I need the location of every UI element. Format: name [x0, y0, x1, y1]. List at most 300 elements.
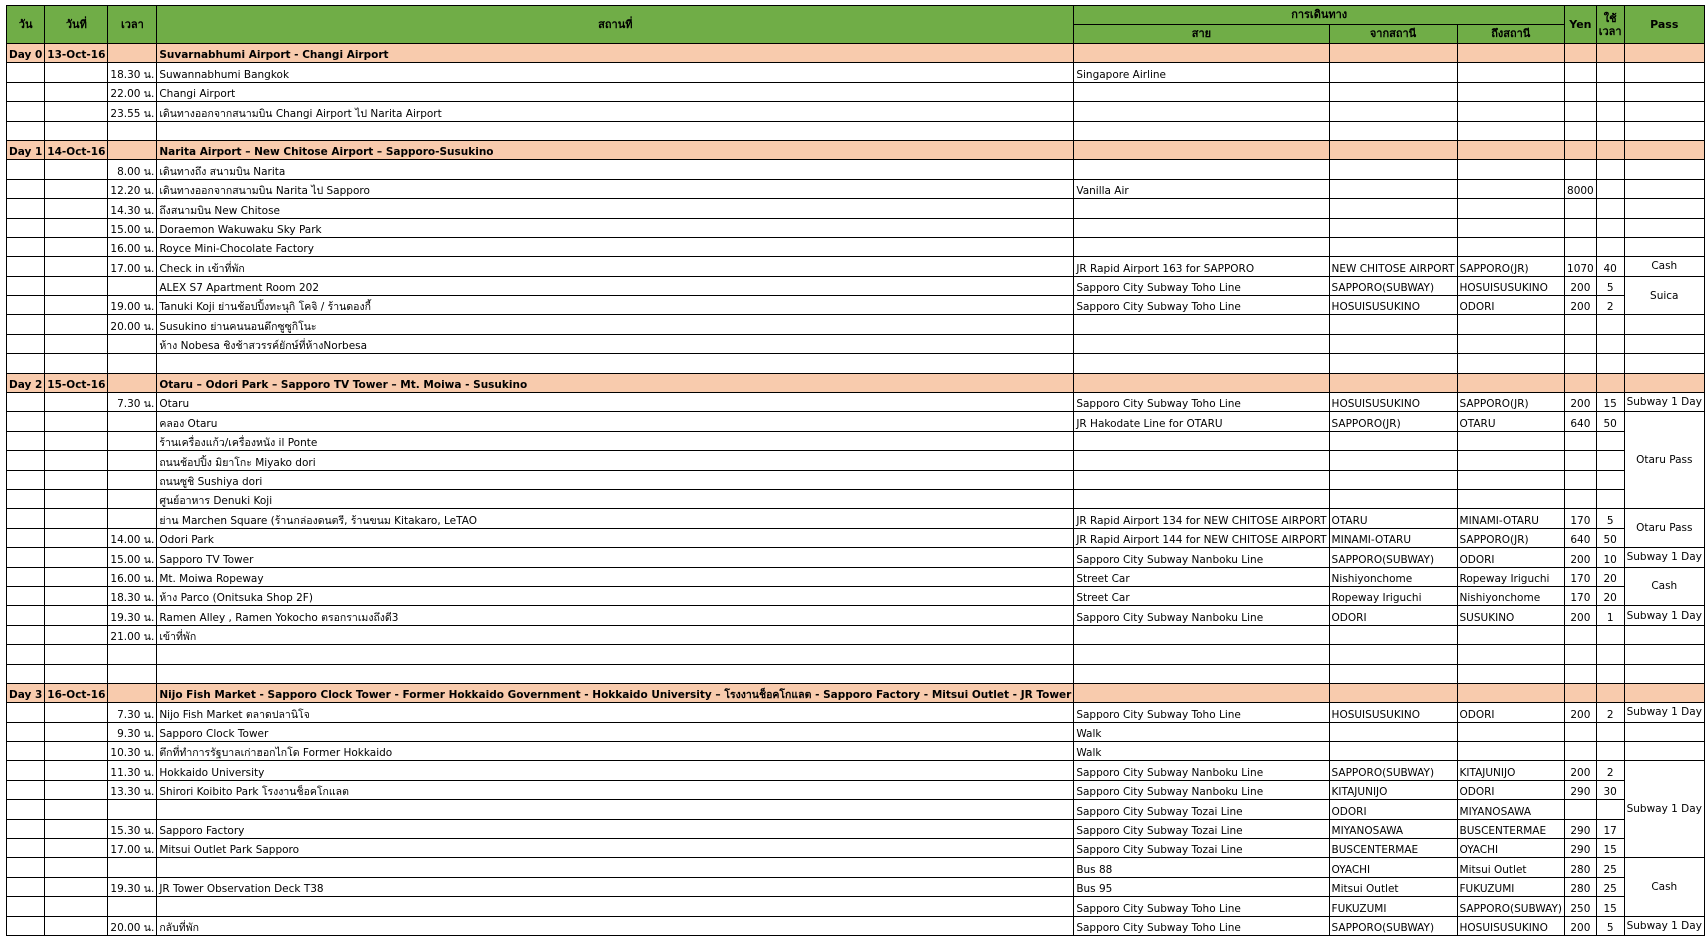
to-cell[interactable]: [1457, 44, 1565, 63]
duration-cell[interactable]: 2: [1596, 761, 1624, 780]
yen-cell[interactable]: [1565, 664, 1597, 683]
to-cell[interactable]: [1457, 683, 1565, 702]
place-cell[interactable]: เดินทางถึง สนามบิน Narita: [157, 160, 1074, 179]
yen-cell[interactable]: [1565, 315, 1597, 334]
place-cell[interactable]: Sapporo TV Tower: [157, 548, 1074, 567]
to-cell[interactable]: [1457, 373, 1565, 392]
line-cell[interactable]: [1074, 199, 1329, 218]
to-cell[interactable]: [1457, 354, 1565, 373]
header-date[interactable]: วันที่: [45, 6, 108, 44]
from-cell[interactable]: [1329, 489, 1457, 508]
line-cell[interactable]: Sapporo City Subway Toho Line: [1074, 703, 1329, 722]
place-cell[interactable]: Suwannabhumi Bangkok: [157, 63, 1074, 82]
duration-cell[interactable]: 5: [1596, 509, 1624, 528]
time-cell[interactable]: 22.00 น.: [108, 82, 157, 101]
date-cell[interactable]: 14-Oct-16: [45, 140, 108, 159]
from-cell[interactable]: OTARU: [1329, 509, 1457, 528]
day-cell[interactable]: [7, 315, 45, 334]
day-cell[interactable]: [7, 858, 45, 877]
date-cell[interactable]: [45, 315, 108, 334]
from-cell[interactable]: [1329, 354, 1457, 373]
date-cell[interactable]: [45, 121, 108, 140]
day-cell[interactable]: [7, 82, 45, 101]
time-cell[interactable]: 15.30 น.: [108, 819, 157, 838]
date-cell[interactable]: [45, 412, 108, 431]
date-cell[interactable]: [45, 858, 108, 877]
date-cell[interactable]: [45, 218, 108, 237]
to-cell[interactable]: Nishiyonchome: [1457, 586, 1565, 605]
pass-cell[interactable]: [1624, 160, 1704, 179]
to-cell[interactable]: MINAMI-OTARU: [1457, 509, 1565, 528]
duration-cell[interactable]: [1596, 683, 1624, 702]
line-cell[interactable]: [1074, 315, 1329, 334]
place-cell[interactable]: ศูนย์อาหาร Denuki Koji: [157, 489, 1074, 508]
date-cell[interactable]: [45, 722, 108, 741]
time-cell[interactable]: 14.00 น.: [108, 528, 157, 547]
time-cell[interactable]: [108, 276, 157, 295]
time-cell[interactable]: 15.00 น.: [108, 218, 157, 237]
to-cell[interactable]: OYACHI: [1457, 839, 1565, 858]
yen-cell[interactable]: 280: [1565, 877, 1597, 896]
yen-cell[interactable]: 200: [1565, 916, 1597, 935]
pass-cell[interactable]: [1624, 237, 1704, 256]
day-cell[interactable]: Day 0: [7, 44, 45, 63]
pass-cell[interactable]: [1624, 315, 1704, 334]
to-cell[interactable]: [1457, 722, 1565, 741]
pass-cell[interactable]: [1624, 199, 1704, 218]
day-cell[interactable]: [7, 412, 45, 431]
time-cell[interactable]: 7.30 น.: [108, 393, 157, 412]
time-cell[interactable]: [108, 897, 157, 916]
duration-cell[interactable]: [1596, 334, 1624, 353]
date-cell[interactable]: [45, 742, 108, 761]
from-cell[interactable]: [1329, 451, 1457, 470]
pass-cell[interactable]: Subway 1 Day: [1624, 916, 1704, 935]
duration-cell[interactable]: [1596, 237, 1624, 256]
day-cell[interactable]: [7, 780, 45, 799]
line-cell[interactable]: Bus 88: [1074, 858, 1329, 877]
to-cell[interactable]: SAPPORO(SUBWAY): [1457, 897, 1565, 916]
duration-cell[interactable]: 15: [1596, 393, 1624, 412]
time-cell[interactable]: [108, 509, 157, 528]
from-cell[interactable]: Ropeway Iriguchi: [1329, 586, 1457, 605]
from-cell[interactable]: [1329, 742, 1457, 761]
time-cell[interactable]: [108, 412, 157, 431]
from-cell[interactable]: [1329, 179, 1457, 198]
place-cell[interactable]: [157, 800, 1074, 819]
to-cell[interactable]: [1457, 218, 1565, 237]
line-cell[interactable]: [1074, 489, 1329, 508]
yen-cell[interactable]: 200: [1565, 276, 1597, 295]
to-cell[interactable]: [1457, 664, 1565, 683]
pass-cell[interactable]: [1624, 63, 1704, 82]
date-cell[interactable]: [45, 82, 108, 101]
day-cell[interactable]: [7, 257, 45, 276]
time-cell[interactable]: 17.00 น.: [108, 257, 157, 276]
date-cell[interactable]: [45, 237, 108, 256]
day-cell[interactable]: [7, 179, 45, 198]
line-cell[interactable]: Vanilla Air: [1074, 179, 1329, 198]
day-cell[interactable]: [7, 703, 45, 722]
date-cell[interactable]: [45, 606, 108, 625]
yen-cell[interactable]: 200: [1565, 393, 1597, 412]
pass-cell[interactable]: Cash: [1624, 858, 1704, 916]
to-cell[interactable]: ODORI: [1457, 296, 1565, 315]
date-cell[interactable]: [45, 393, 108, 412]
pass-cell[interactable]: [1624, 354, 1704, 373]
from-cell[interactable]: SAPPORO(JR): [1329, 412, 1457, 431]
line-cell[interactable]: Sapporo City Subway Toho Line: [1074, 276, 1329, 295]
from-cell[interactable]: HOSUISUSUKINO: [1329, 296, 1457, 315]
date-cell[interactable]: [45, 800, 108, 819]
yen-cell[interactable]: 640: [1565, 412, 1597, 431]
date-cell[interactable]: [45, 354, 108, 373]
date-cell[interactable]: [45, 334, 108, 353]
to-cell[interactable]: [1457, 431, 1565, 450]
to-cell[interactable]: SAPPORO(JR): [1457, 257, 1565, 276]
to-cell[interactable]: MIYANOSAWA: [1457, 800, 1565, 819]
to-cell[interactable]: [1457, 179, 1565, 198]
to-cell[interactable]: SUSUKINO: [1457, 606, 1565, 625]
line-cell[interactable]: Sapporo City Subway Nanboku Line: [1074, 780, 1329, 799]
header-place[interactable]: สถานที่: [157, 6, 1074, 44]
to-cell[interactable]: ODORI: [1457, 780, 1565, 799]
yen-cell[interactable]: [1565, 63, 1597, 82]
date-cell[interactable]: [45, 276, 108, 295]
duration-cell[interactable]: 2: [1596, 296, 1624, 315]
line-cell[interactable]: Sapporo City Subway Tozai Line: [1074, 800, 1329, 819]
place-cell[interactable]: ถึงสนามบิน New Chitose: [157, 199, 1074, 218]
date-cell[interactable]: [45, 199, 108, 218]
pass-cell[interactable]: [1624, 82, 1704, 101]
time-cell[interactable]: 19.00 น.: [108, 296, 157, 315]
from-cell[interactable]: HOSUISUSUKINO: [1329, 703, 1457, 722]
from-cell[interactable]: [1329, 63, 1457, 82]
time-cell[interactable]: 11.30 น.: [108, 761, 157, 780]
from-cell[interactable]: ODORI: [1329, 800, 1457, 819]
pass-cell[interactable]: Otaru Pass: [1624, 412, 1704, 509]
place-cell[interactable]: Tanuki Koji ย่านช้อปปิ้งทะนุกิ โคจิ / ร้านดองกี้: [157, 296, 1074, 315]
yen-cell[interactable]: 640: [1565, 528, 1597, 547]
day-cell[interactable]: [7, 742, 45, 761]
date-cell[interactable]: [45, 257, 108, 276]
day-cell[interactable]: [7, 586, 45, 605]
duration-cell[interactable]: 17: [1596, 819, 1624, 838]
day-cell[interactable]: [7, 509, 45, 528]
to-cell[interactable]: [1457, 102, 1565, 121]
day-title-cell[interactable]: Nijo Fish Market - Sapporo Clock Tower - Former Hokkaido Government - Hokkaido University – โรงงานช็อคโกแลต - Sapporo Factory - Mitsui Outlet - JR Tower: [157, 683, 1074, 702]
pass-cell[interactable]: [1624, 218, 1704, 237]
pass-cell[interactable]: [1624, 140, 1704, 159]
duration-cell[interactable]: 5: [1596, 916, 1624, 935]
date-cell[interactable]: [45, 780, 108, 799]
line-cell[interactable]: Sapporo City Subway Tozai Line: [1074, 819, 1329, 838]
day-cell[interactable]: [7, 431, 45, 450]
pass-cell[interactable]: Subway 1 Day: [1624, 548, 1704, 567]
day-cell[interactable]: [7, 800, 45, 819]
date-cell[interactable]: [45, 761, 108, 780]
date-cell[interactable]: [45, 645, 108, 664]
yen-cell[interactable]: 200: [1565, 296, 1597, 315]
line-cell[interactable]: [1074, 683, 1329, 702]
duration-cell[interactable]: [1596, 102, 1624, 121]
header-to[interactable]: ถึงสถานี: [1457, 25, 1565, 44]
place-cell[interactable]: [157, 354, 1074, 373]
day-cell[interactable]: [7, 819, 45, 838]
time-cell[interactable]: 14.30 น.: [108, 199, 157, 218]
yen-cell[interactable]: [1565, 800, 1597, 819]
line-cell[interactable]: [1074, 102, 1329, 121]
yen-cell[interactable]: [1565, 140, 1597, 159]
line-cell[interactable]: Street Car: [1074, 586, 1329, 605]
pass-cell[interactable]: [1624, 625, 1704, 644]
to-cell[interactable]: SAPPORO(JR): [1457, 528, 1565, 547]
day-cell[interactable]: [7, 237, 45, 256]
duration-cell[interactable]: [1596, 722, 1624, 741]
time-cell[interactable]: [108, 431, 157, 450]
time-cell[interactable]: [108, 489, 157, 508]
yen-cell[interactable]: [1565, 742, 1597, 761]
day-cell[interactable]: Day 1: [7, 140, 45, 159]
place-cell[interactable]: ถนนซูชิ Sushiya dori: [157, 470, 1074, 489]
from-cell[interactable]: FUKUZUMI: [1329, 897, 1457, 916]
place-cell[interactable]: Changi Airport: [157, 82, 1074, 101]
yen-cell[interactable]: 290: [1565, 780, 1597, 799]
line-cell[interactable]: Walk: [1074, 722, 1329, 741]
place-cell[interactable]: [157, 897, 1074, 916]
line-cell[interactable]: Sapporo City Subway Toho Line: [1074, 296, 1329, 315]
duration-cell[interactable]: [1596, 645, 1624, 664]
place-cell[interactable]: Susukino ย่านคนนอนดึกซูซูกิโนะ: [157, 315, 1074, 334]
duration-cell[interactable]: [1596, 354, 1624, 373]
yen-cell[interactable]: 250: [1565, 897, 1597, 916]
pass-cell[interactable]: [1624, 373, 1704, 392]
place-cell[interactable]: ร้านเครื่องแก้ว/เครื่องหนัง il Ponte: [157, 431, 1074, 450]
from-cell[interactable]: [1329, 683, 1457, 702]
place-cell[interactable]: คลอง Otaru: [157, 412, 1074, 431]
line-cell[interactable]: [1074, 625, 1329, 644]
yen-cell[interactable]: 170: [1565, 567, 1597, 586]
yen-cell[interactable]: 200: [1565, 761, 1597, 780]
from-cell[interactable]: [1329, 140, 1457, 159]
time-cell[interactable]: 20.00 น.: [108, 916, 157, 935]
to-cell[interactable]: SAPPORO(JR): [1457, 393, 1565, 412]
duration-cell[interactable]: [1596, 742, 1624, 761]
yen-cell[interactable]: [1565, 160, 1597, 179]
date-cell[interactable]: [45, 451, 108, 470]
date-cell[interactable]: [45, 897, 108, 916]
header-line[interactable]: สาย: [1074, 25, 1329, 44]
place-cell[interactable]: เดินทางออกจากสนามบิน Narita ไป Sapporo: [157, 179, 1074, 198]
pass-cell[interactable]: Subway 1 Day: [1624, 761, 1704, 858]
day-cell[interactable]: [7, 102, 45, 121]
from-cell[interactable]: [1329, 664, 1457, 683]
day-cell[interactable]: [7, 218, 45, 237]
day-cell[interactable]: [7, 528, 45, 547]
line-cell[interactable]: Walk: [1074, 742, 1329, 761]
place-cell[interactable]: Nijo Fish Market ตลาดปลานิโจ: [157, 703, 1074, 722]
to-cell[interactable]: HOSUISUSUKINO: [1457, 276, 1565, 295]
yen-cell[interactable]: 170: [1565, 586, 1597, 605]
date-cell[interactable]: [45, 160, 108, 179]
duration-cell[interactable]: [1596, 218, 1624, 237]
date-cell[interactable]: [45, 296, 108, 315]
date-cell[interactable]: [45, 819, 108, 838]
date-cell[interactable]: [45, 839, 108, 858]
yen-cell[interactable]: 290: [1565, 819, 1597, 838]
time-cell[interactable]: 19.30 น.: [108, 606, 157, 625]
from-cell[interactable]: [1329, 470, 1457, 489]
date-cell[interactable]: [45, 470, 108, 489]
header-time[interactable]: เวลา: [108, 6, 157, 44]
to-cell[interactable]: HOSUISUSUKINO: [1457, 916, 1565, 935]
from-cell[interactable]: OYACHI: [1329, 858, 1457, 877]
to-cell[interactable]: [1457, 160, 1565, 179]
time-cell[interactable]: 16.00 น.: [108, 567, 157, 586]
place-cell[interactable]: ตึกที่ทำการรัฐบาลเก่าฮอกไกโด Former Hokkaido: [157, 742, 1074, 761]
time-cell[interactable]: 7.30 น.: [108, 703, 157, 722]
line-cell[interactable]: [1074, 334, 1329, 353]
place-cell[interactable]: [157, 121, 1074, 140]
time-cell[interactable]: [108, 140, 157, 159]
place-cell[interactable]: ย่าน Marchen Square (ร้านกล่องดนตรี, ร้านขนม Kitakaro, LeTAO: [157, 509, 1074, 528]
from-cell[interactable]: MINAMI-OTARU: [1329, 528, 1457, 547]
pass-cell[interactable]: [1624, 664, 1704, 683]
place-cell[interactable]: Doraemon Wakuwaku Sky Park: [157, 218, 1074, 237]
day-cell[interactable]: [7, 839, 45, 858]
from-cell[interactable]: SAPPORO(SUBWAY): [1329, 761, 1457, 780]
day-title-cell[interactable]: Narita Airport – New Chitose Airport – Sapporo-Susukino: [157, 140, 1074, 159]
duration-cell[interactable]: [1596, 179, 1624, 198]
pass-cell[interactable]: Cash: [1624, 567, 1704, 606]
duration-cell[interactable]: 5: [1596, 276, 1624, 295]
header-duration[interactable]: [1596, 6, 1624, 44]
time-cell[interactable]: 17.00 น.: [108, 839, 157, 858]
place-cell[interactable]: ALEX S7 Apartment Room 202: [157, 276, 1074, 295]
place-cell[interactable]: Sapporo Clock Tower: [157, 722, 1074, 741]
to-cell[interactable]: [1457, 742, 1565, 761]
time-cell[interactable]: [108, 44, 157, 63]
line-cell[interactable]: Street Car: [1074, 567, 1329, 586]
date-cell[interactable]: [45, 63, 108, 82]
day-title-cell[interactable]: Otaru – Odori Park – Sapporo TV Tower – Mt. Moiwa - Susukino: [157, 373, 1074, 392]
to-cell[interactable]: FUKUZUMI: [1457, 877, 1565, 896]
header-pass[interactable]: Pass: [1624, 6, 1704, 44]
duration-cell[interactable]: 15: [1596, 839, 1624, 858]
date-cell[interactable]: [45, 548, 108, 567]
yen-cell[interactable]: [1565, 451, 1597, 470]
place-cell[interactable]: JR Tower Observation Deck T38: [157, 877, 1074, 896]
pass-cell[interactable]: Subway 1 Day: [1624, 606, 1704, 625]
to-cell[interactable]: Mitsui Outlet: [1457, 858, 1565, 877]
from-cell[interactable]: [1329, 218, 1457, 237]
yen-cell[interactable]: [1565, 722, 1597, 741]
to-cell[interactable]: [1457, 451, 1565, 470]
line-cell[interactable]: Sapporo City Subway Toho Line: [1074, 897, 1329, 916]
day-cell[interactable]: [7, 645, 45, 664]
from-cell[interactable]: [1329, 334, 1457, 353]
date-cell[interactable]: 16-Oct-16: [45, 683, 108, 702]
to-cell[interactable]: [1457, 315, 1565, 334]
to-cell[interactable]: OTARU: [1457, 412, 1565, 431]
duration-cell[interactable]: 20: [1596, 586, 1624, 605]
from-cell[interactable]: ODORI: [1329, 606, 1457, 625]
yen-cell[interactable]: [1565, 82, 1597, 101]
pass-cell[interactable]: [1624, 121, 1704, 140]
duration-cell[interactable]: [1596, 82, 1624, 101]
date-cell[interactable]: [45, 431, 108, 450]
time-cell[interactable]: [108, 354, 157, 373]
yen-cell[interactable]: 280: [1565, 858, 1597, 877]
day-cell[interactable]: [7, 664, 45, 683]
from-cell[interactable]: [1329, 373, 1457, 392]
yen-cell[interactable]: 170: [1565, 509, 1597, 528]
line-cell[interactable]: Sapporo City Subway Toho Line: [1074, 916, 1329, 935]
yen-cell[interactable]: [1565, 237, 1597, 256]
time-cell[interactable]: 18.30 น.: [108, 586, 157, 605]
duration-cell[interactable]: [1596, 199, 1624, 218]
duration-cell[interactable]: [1596, 315, 1624, 334]
time-cell[interactable]: 21.00 น.: [108, 625, 157, 644]
yen-cell[interactable]: [1565, 218, 1597, 237]
line-cell[interactable]: [1074, 82, 1329, 101]
day-cell[interactable]: [7, 606, 45, 625]
pass-cell[interactable]: Subway 1 Day: [1624, 703, 1704, 722]
day-cell[interactable]: [7, 897, 45, 916]
date-cell[interactable]: [45, 703, 108, 722]
time-cell[interactable]: [108, 683, 157, 702]
from-cell[interactable]: [1329, 645, 1457, 664]
duration-cell[interactable]: [1596, 489, 1624, 508]
day-cell[interactable]: [7, 625, 45, 644]
to-cell[interactable]: KITAJUNIJO: [1457, 761, 1565, 780]
from-cell[interactable]: [1329, 237, 1457, 256]
day-cell[interactable]: [7, 393, 45, 412]
duration-cell[interactable]: [1596, 121, 1624, 140]
line-cell[interactable]: [1074, 431, 1329, 450]
place-cell[interactable]: Royce Mini-Chocolate Factory: [157, 237, 1074, 256]
to-cell[interactable]: [1457, 121, 1565, 140]
pass-cell[interactable]: Cash: [1624, 257, 1704, 276]
from-cell[interactable]: BUSCENTERMAE: [1329, 839, 1457, 858]
to-cell[interactable]: [1457, 489, 1565, 508]
time-cell[interactable]: [108, 858, 157, 877]
time-cell[interactable]: 12.20 น.: [108, 179, 157, 198]
from-cell[interactable]: KITAJUNIJO: [1329, 780, 1457, 799]
day-cell[interactable]: [7, 121, 45, 140]
time-cell[interactable]: [108, 334, 157, 353]
to-cell[interactable]: [1457, 645, 1565, 664]
yen-cell[interactable]: [1565, 44, 1597, 63]
yen-cell[interactable]: [1565, 102, 1597, 121]
from-cell[interactable]: [1329, 722, 1457, 741]
header-travel[interactable]: การเดินทาง: [1074, 6, 1565, 25]
to-cell[interactable]: [1457, 199, 1565, 218]
to-cell[interactable]: BUSCENTERMAE: [1457, 819, 1565, 838]
time-cell[interactable]: [108, 800, 157, 819]
day-cell[interactable]: [7, 160, 45, 179]
time-cell[interactable]: [108, 664, 157, 683]
from-cell[interactable]: MIYANOSAWA: [1329, 819, 1457, 838]
day-cell[interactable]: Day 3: [7, 683, 45, 702]
duration-cell[interactable]: 50: [1596, 528, 1624, 547]
place-cell[interactable]: Shirori Koibito Park โรงงานช็อคโกแลต: [157, 780, 1074, 799]
yen-cell[interactable]: [1565, 645, 1597, 664]
place-cell[interactable]: ห้าง Nobesa ชิงช้าสวรรค์ยักษ์ที่ห้างNorbesa: [157, 334, 1074, 353]
line-cell[interactable]: [1074, 160, 1329, 179]
line-cell[interactable]: Singapore Airline: [1074, 63, 1329, 82]
line-cell[interactable]: Bus 95: [1074, 877, 1329, 896]
